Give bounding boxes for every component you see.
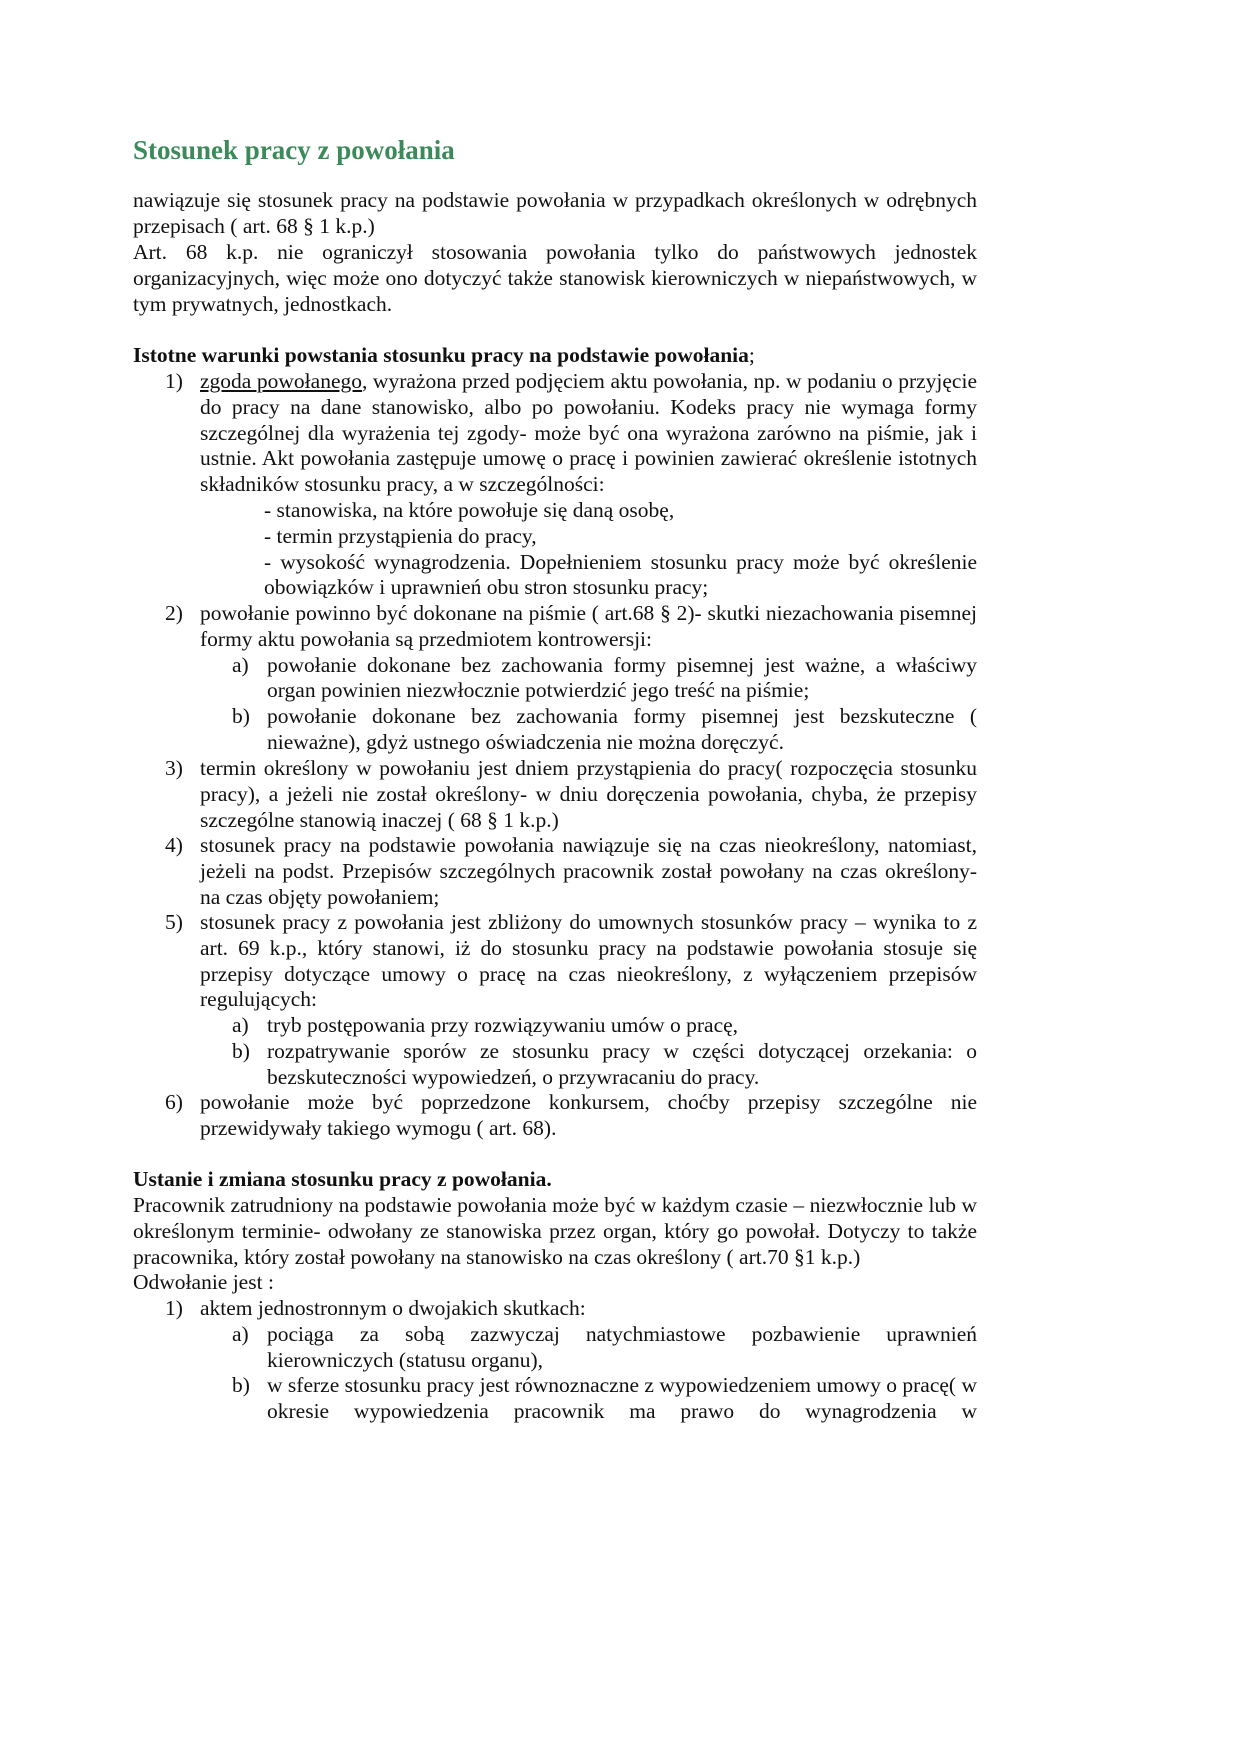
sub-item-text: rozpatrywanie sporów ze stosunku pracy w części dotyczącej orzekania: o bezskuteczności wypowiedzeń, o przywracaniu do pracy. <box>267 1038 977 1089</box>
sub-item-letter: a) <box>232 1013 249 1038</box>
revocation-item-1 <box>133 1296 977 1425</box>
dash-line-1: - stanowiska, na które powołuje się daną osobę, <box>264 497 675 522</box>
item-text: stosunek pracy z powołania jest zbliżony do umownych stosunków pracy – wynika to z art. 69 k.p., który stanowi, iż do stosunku pracy na podstawie powołania stosuje się przepisy dotyczące umowy o pracę na czas nieokreślony, z wyłączeniem przepisów regulujących: <box>200 910 977 1012</box>
sub-item-text: w sferze stosunku pracy jest równoznaczne z wypowiedzeniem umowy o pracę( w okresie wypowiedzenia pracownik ma prawo do wynagrodzenia w <box>267 1373 977 1424</box>
item-number: 4) <box>165 833 183 857</box>
sub-item-a <box>133 653 977 705</box>
section-2-paragraph: Pracownik zatrudniony na podstawie powołania może być w każdym czasie – niezwłocznie lub w określonym terminie- odwołany ze stanowiska przez organ, który go powołał. Dotyczy to także pracownika, który został powołany na stanowisko na czas określony ( art.70 §1 k.p.) <box>133 1193 977 1269</box>
dash-line-2: - termin przystąpienia do pracy, <box>264 523 537 548</box>
sub-item-b <box>133 1373 977 1425</box>
underlined-term: zgoda powołanego <box>200 369 362 393</box>
sub-item-text: tryb postępowania przy rozwiązywaniu umów o pracę, <box>267 1013 739 1038</box>
section-2-heading: Ustanie i zmiana stosunku pracy z powołania. <box>133 1167 552 1191</box>
condition-item-2 <box>133 601 977 756</box>
intro-paragraph-1: nawiązuje się stosunek pracy na podstawie powołania w przypadkach określonych w odrębnych przepisach ( art. 68 § 1 k.p.) <box>133 188 977 238</box>
condition-item-1 <box>133 369 977 601</box>
sub-item-text: powołanie dokonane bez zachowania formy pisemnej jest bezskuteczne ( nieważne), gdyż ustnego oświadczenia nie można doręczyć. <box>267 704 977 754</box>
section-1-heading-suffix: ; <box>748 343 755 367</box>
item-number: 2) <box>165 601 183 625</box>
sub-item-letter: a) <box>232 652 249 677</box>
sub-item-a <box>133 1013 977 1039</box>
item-number: 5) <box>165 910 183 934</box>
sub-item-letter: b) <box>232 1373 250 1398</box>
sub-item-b <box>133 1039 977 1091</box>
condition-item-6 <box>133 1090 977 1142</box>
document-title: Stosunek pracy z powołania <box>133 135 455 165</box>
condition-item-4 <box>133 833 977 910</box>
sub-item-text: pociąga za sobą zazwyczaj natychmiastowe pozbawienie uprawnień kierowniczych (statusu organu), <box>267 1321 977 1372</box>
sub-item-letter: b) <box>232 704 250 729</box>
condition-item-3 <box>133 756 977 833</box>
item-text: termin określony w powołaniu jest dniem przystąpienia do pracy( rozpoczęcia stosunku pracy), a jeżeli nie został określony- w dniu doręczenia powołania, chyba, że przepisy szczególne stanowią inaczej ( 68 § 1 k.p.) <box>200 756 977 832</box>
section-1-heading <box>133 343 977 369</box>
intro-paragraph-2: Art. 68 k.p. nie ograniczył stosowania powołania tylko do państwowych jednostek organizacyjnych, więc może ono dotyczyć także stanowisk kierowniczych w niepaństwowych, w tym prywatnych, jednostkach. <box>133 240 977 316</box>
item-number: 3) <box>165 756 183 780</box>
section-1-heading-text: Istotne warunki powstania stosunku pracy na podstawie powołania <box>133 343 749 367</box>
condition-item-5 <box>133 910 977 1091</box>
dash-line-3: - wysokość wynagrodzenia. Dopełnieniem stosunku pracy może być określenie obowiązków i uprawnień obu stron stosunku pracy; <box>264 549 977 600</box>
item-number: 1) <box>165 1296 183 1320</box>
sub-item-a <box>133 1322 977 1374</box>
item-text: powołanie może być poprzedzone konkursem, choćby przepisy szczególne nie przewidywały takiego wymogu ( art. 68). <box>200 1090 977 1140</box>
sub-item-letter: a) <box>232 1321 249 1346</box>
section-2-lead: Odwołanie jest : <box>133 1270 274 1294</box>
sub-item-letter: b) <box>232 1038 250 1063</box>
sub-item-text: powołanie dokonane bez zachowania formy pisemnej jest ważne, a właściwy organ powinien niezwłocznie potwierdzić jego treść na piśmie; <box>267 652 977 703</box>
item-text: stosunek pracy na podstawie powołania nawiązuje się na czas nieokreślony, natomiast, jeżeli na podst. Przepisów szczególnych pracownik został powołany na czas określony- na czas objęty powołaniem; <box>200 833 977 909</box>
item-text: powołanie powinno być dokonane na piśmie ( art.68 § 2)- skutki niezachowania pisemnej formy aktu powołania są przedmiotem kontrowersji: <box>200 601 977 651</box>
item-number: 6) <box>165 1090 183 1114</box>
sub-item-b <box>133 704 977 756</box>
item-number: 1) <box>165 369 183 393</box>
item-text: aktem jednostronnym o dwojakich skutkach: <box>200 1296 586 1320</box>
item-text: , wyrażona przed podjęciem aktu powołania, np. w podaniu o przyjęcie do pracy na dane stanowisko, albo po powołaniu. Kodeks pracy nie wymaga formy szczególnej dla wyrażenia tej zgody- może być ona wyrażona zarówno na piśmie, jak i ustnie. Akt powołania zastępuje umowę o pracę i powinien zawierać określenie istotnych składników stosunku pracy, a w szczególności: <box>200 369 977 497</box>
